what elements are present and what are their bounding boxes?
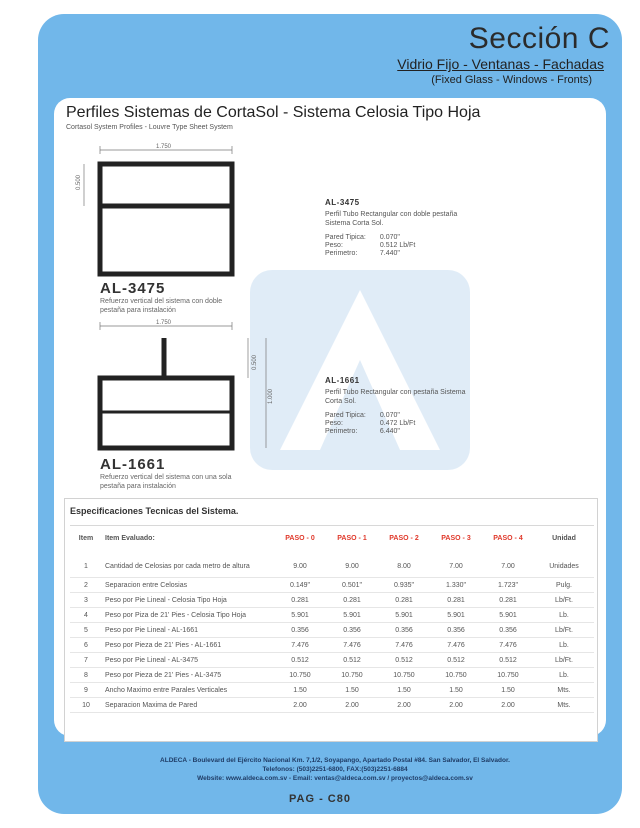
cell-value: 5.901 <box>378 608 430 623</box>
cell-value: 2.00 <box>274 698 326 713</box>
cell-value: 0.281 <box>274 593 326 608</box>
cell-value: 2.00 <box>430 698 482 713</box>
spec-table-header <box>70 526 594 554</box>
cell-value: 0.356 <box>326 623 378 638</box>
cell-evaluated: Peso por Pie Lineal - Celosia Tipo Hoja <box>102 593 274 608</box>
footer-web-email: Website: www.aldeca.com.sv - Email: ventas@aldeca.com.sv / proyectos@aldeca.com.sv <box>197 775 473 782</box>
cell-value: 0.356 <box>378 623 430 638</box>
al-3475-width-dim: 1.750 <box>156 144 172 150</box>
spec-value: 0.472 Lb/Ft <box>379 420 416 427</box>
al-1661-name: AL-1661 <box>100 456 166 473</box>
cell-unit: Mts. <box>534 683 594 698</box>
cell-value: 0.935" <box>378 578 430 593</box>
table-row <box>70 698 594 713</box>
cell-value: 0.281 <box>482 593 534 608</box>
al-1661-info-desc: Perfil Tubo Rectangular con pestaña Sistema Corta Sol. <box>325 389 466 405</box>
cell-evaluated: Separacion entre Celosias <box>102 578 274 593</box>
spec-label: Perimetro: <box>325 428 358 435</box>
cell-value: 1.50 <box>274 683 326 698</box>
cell-value: 5.901 <box>430 608 482 623</box>
spec-label: Peso: <box>325 242 343 249</box>
cell-item: 10 <box>70 698 102 713</box>
footer-contact <box>66 756 604 783</box>
al-1661-info-title: AL-1661 <box>325 376 360 385</box>
al-1661-info <box>325 376 475 436</box>
cell-value: 0.512 <box>378 653 430 668</box>
cell-value: 0.281 <box>430 593 482 608</box>
cell-value: 1.50 <box>430 683 482 698</box>
cell-value: 2.00 <box>482 698 534 713</box>
spec-value: 7.440" <box>379 250 400 257</box>
cell-value: 7.476 <box>378 638 430 653</box>
cell-value: 5.901 <box>482 608 534 623</box>
cell-evaluated: Separacion Maxima de Pared <box>102 698 274 713</box>
cell-value: 0.356 <box>274 623 326 638</box>
spec-value: 6.440" <box>379 428 400 435</box>
cell-value: 5.901 <box>326 608 378 623</box>
cell-item: 4 <box>70 608 102 623</box>
header-item: Item <box>70 526 102 554</box>
table-row <box>70 623 594 638</box>
spec-value: 0.070" <box>379 412 400 419</box>
al-3475-info <box>325 198 475 258</box>
table-row <box>70 638 594 653</box>
spec-table <box>70 525 594 713</box>
cell-value: 7.476 <box>430 638 482 653</box>
cell-value: 10.750 <box>378 668 430 683</box>
cell-value: 9.00 <box>326 554 378 578</box>
cell-evaluated: Cantidad de Celosias por cada metro de altura <box>102 554 274 578</box>
spec-label: Pared Tipica: <box>325 412 366 419</box>
cell-unit: Lb. <box>534 668 594 683</box>
table-row <box>70 593 594 608</box>
cell-item: 5 <box>70 623 102 638</box>
cell-value: 2.00 <box>326 698 378 713</box>
cell-value: 1.723" <box>482 578 534 593</box>
cell-value: 7.00 <box>430 554 482 578</box>
cell-value: 10.750 <box>274 668 326 683</box>
cell-value: 10.750 <box>326 668 378 683</box>
header-paso-4: PASO - 4 <box>482 526 534 554</box>
spec-label: Pared Tipica: <box>325 234 366 241</box>
cell-evaluated: Ancho Maximo entre Parales Verticales <box>102 683 274 698</box>
cell-value: 9.00 <box>274 554 326 578</box>
section-title: Sección C <box>468 22 610 55</box>
cell-value: 7.476 <box>482 638 534 653</box>
footer-phones: Telefonos: (503)2251-6800, FAX:(503)2251-6884 <box>262 766 408 773</box>
cell-value: 8.00 <box>378 554 430 578</box>
al-1661-flange-dim: 0.500 <box>252 354 258 370</box>
cell-value: 1.50 <box>326 683 378 698</box>
cell-value: 7.476 <box>326 638 378 653</box>
cell-unit: Lb/Ft. <box>534 623 594 638</box>
table-row <box>70 554 594 578</box>
cell-evaluated: Peso por Pieza de 21' Pies - AL-1661 <box>102 638 274 653</box>
cell-unit: Lb. <box>534 608 594 623</box>
cell-item: 9 <box>70 683 102 698</box>
header-paso-3: PASO - 3 <box>430 526 482 554</box>
aldeca-watermark-logo <box>250 250 470 490</box>
cell-value: 0.356 <box>482 623 534 638</box>
cell-unit: Pulg. <box>534 578 594 593</box>
cell-value: 7.476 <box>274 638 326 653</box>
cell-value: 0.512 <box>274 653 326 668</box>
cell-item: 6 <box>70 638 102 653</box>
spec-table-title: Especificaciones Tecnicas del Sistema. <box>70 506 239 516</box>
al-3475-name: AL-3475 <box>100 280 166 297</box>
header-paso-1: PASO - 1 <box>326 526 378 554</box>
cell-item: 3 <box>70 593 102 608</box>
cell-item: 7 <box>70 653 102 668</box>
table-row <box>70 608 594 623</box>
cell-item: 8 <box>70 668 102 683</box>
cell-unit: Lb. <box>534 638 594 653</box>
section-subtitle: Vidrio Fijo - Ventanas - Fachadas <box>397 56 604 72</box>
cell-value: 0.356 <box>430 623 482 638</box>
cell-evaluated: Peso por Pie Lineal - AL-3475 <box>102 653 274 668</box>
al-3475-info-desc: Perfil Tubo Rectangular con doble pestaña Sistema Corta Sol. <box>325 211 458 227</box>
document-heading-sub: Cortasol System Profiles - Louvre Type Sheet System <box>66 124 233 131</box>
document-heading: Perfiles Sistemas de CortaSol - Sistema Celosia Tipo Hoja <box>66 104 481 121</box>
table-row <box>70 683 594 698</box>
section-subtitle-english: (Fixed Glass - Windows - Fronts) <box>431 74 592 86</box>
table-row <box>70 668 594 683</box>
spec-value: 0.512 Lb/Ft <box>379 242 416 249</box>
cell-value: 1.50 <box>482 683 534 698</box>
cell-value: 0.149" <box>274 578 326 593</box>
cell-unit: Unidades <box>534 554 594 578</box>
header-paso-2: PASO - 2 <box>378 526 430 554</box>
table-row <box>70 578 594 593</box>
spec-label: Peso: <box>325 420 343 427</box>
cell-value: 0.281 <box>378 593 430 608</box>
al-1661-specs <box>325 412 429 436</box>
al-3475-info-title: AL-3475 <box>325 198 360 207</box>
cell-value: 5.901 <box>274 608 326 623</box>
cell-value: 1.330" <box>430 578 482 593</box>
cell-unit: Mts. <box>534 698 594 713</box>
cell-value: 0.512 <box>326 653 378 668</box>
al-1661-height-dim: 1.000 <box>268 388 274 404</box>
header-unit: Unidad <box>534 526 594 554</box>
al-1661-width-dim: 1.750 <box>156 320 172 326</box>
table-row <box>70 653 594 668</box>
cell-item: 1 <box>70 554 102 578</box>
footer-address: ALDECA - Boulevard del Ejército Nacional Km. 7,1/2, Soyapango, Apartado Postal #84. San Salvador, El Salvador. <box>160 757 510 764</box>
al-1661-drawing <box>70 316 280 456</box>
header-paso-0: PASO - 0 <box>274 526 326 554</box>
cell-value: 10.750 <box>482 668 534 683</box>
cell-value: 2.00 <box>378 698 430 713</box>
cell-value: 0.512 <box>482 653 534 668</box>
cell-value: 0.501" <box>326 578 378 593</box>
cell-value: 1.50 <box>378 683 430 698</box>
cell-value: 0.281 <box>326 593 378 608</box>
page-number: PAG - C80 <box>289 793 351 805</box>
al-1661-drawing-desc: Refuerzo vertical del sistema con una sola pestaña para instalación <box>100 474 232 490</box>
cell-unit: Lb/Ft. <box>534 653 594 668</box>
al-3475-height-dim: 0.500 <box>76 174 82 190</box>
cell-evaluated: Peso por Piza de 21' Pies - Celosia Tipo Hoja <box>102 608 274 623</box>
header-evaluated: Item Evaluado: <box>102 526 274 554</box>
al-3475-drawing-desc: Refuerzo vertical del sistema con doble pestaña para instalación <box>100 298 223 314</box>
cell-value: 0.512 <box>430 653 482 668</box>
cell-value: 7.00 <box>482 554 534 578</box>
cell-unit: Lb/Ft. <box>534 593 594 608</box>
spec-value: 0.070" <box>379 234 400 241</box>
cell-item: 2 <box>70 578 102 593</box>
cell-evaluated: Peso por Pie Lineal - AL-1661 <box>102 623 274 638</box>
cell-evaluated: Peso por Pieza de 21' Pies - AL-3475 <box>102 668 274 683</box>
cell-value: 10.750 <box>430 668 482 683</box>
al-3475-specs <box>325 234 429 258</box>
spec-table-panel <box>64 498 598 742</box>
spec-label: Perimetro: <box>325 250 358 257</box>
al-3475-drawing <box>70 142 250 282</box>
